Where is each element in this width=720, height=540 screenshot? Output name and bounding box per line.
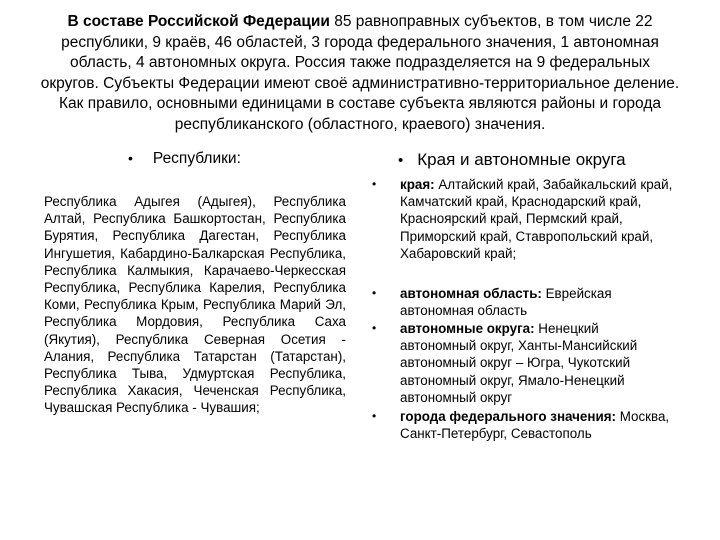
- item-label: города федерального значения:: [400, 409, 616, 424]
- list-item-autonomous-oblast: [372, 285, 677, 319]
- intro-paragraph: [40, 12, 680, 135]
- item-label: автономные округа:: [400, 321, 535, 336]
- territories-heading: [398, 150, 626, 170]
- bullet-icon: •: [372, 286, 377, 300]
- list-item-krai: [372, 176, 677, 262]
- intro-text: 85 равноправных субъектов, в том числе 22 республики, 9 краёв, 46 областей, 3 города федерального значения, 1 автономная область, 4 автономных округа. Россия также подразделяется на 9 федеральных округов. Субъекты Федерации имеют своё административно-территориальное деление. Как правило, основными единицами в составе субъекта являются районы и города республиканского (областного, краевого) значения.: [40, 13, 680, 133]
- bullet-icon: •: [398, 152, 404, 169]
- item-label: края:: [400, 177, 435, 192]
- bullet-icon: •: [372, 409, 377, 423]
- item-text: Москва, Санкт-Петербург, Севастополь: [400, 409, 670, 442]
- republics-heading: [128, 150, 241, 168]
- item-text: Алтайский край, Забайкальский край, Камчатский край, Краснодарский край, Красноярский край, Пермский край, Приморский край, Ставропольский край, Хабаровский край;: [400, 177, 673, 261]
- intro-bold-lead: В составе Российской Федерации: [67, 13, 330, 30]
- item-text: Еврейская автономная область: [400, 286, 612, 319]
- territories-heading-label: Края и автономные округа: [417, 150, 626, 169]
- bullet-icon: •: [372, 321, 377, 335]
- item-text: Ненецкий автономный округ, Ханты-Мансийский автономный округ – Югра, Чукотский автономный округ, Ямало-Ненецкий автономный округ: [400, 321, 638, 405]
- bullet-icon: •: [128, 150, 133, 166]
- bullet-icon: •: [372, 177, 377, 191]
- list-item-federal-cities: [372, 408, 677, 442]
- republics-heading-label: Республики:: [152, 150, 241, 167]
- item-label: автономная область:: [400, 286, 542, 301]
- list-item-autonomous-okrugs: [372, 320, 677, 406]
- republics-list-text: Республика Адыгея (Адыгея), Республика Алтай, Республика Башкортостан, Республика Бурятия, Республика Дагестан, Республика Ингушетия, Кабардино-Балкарская Республика, Республика Калмыкия, Карачаево-Черкесская Республика, Республика Карелия, Республика Коми, Республика Крым, Республика Марий Эл, Республика Мордовия, Республика Саха (Якутия), Республика Северная Осетия - Алания, Республика Татарстан (Татарстан), Республика Тыва, Удмуртская Республика, Республика Хакасия, Чеченская Республика, Чувашская Республика - Чувашия;: [44, 194, 346, 416]
